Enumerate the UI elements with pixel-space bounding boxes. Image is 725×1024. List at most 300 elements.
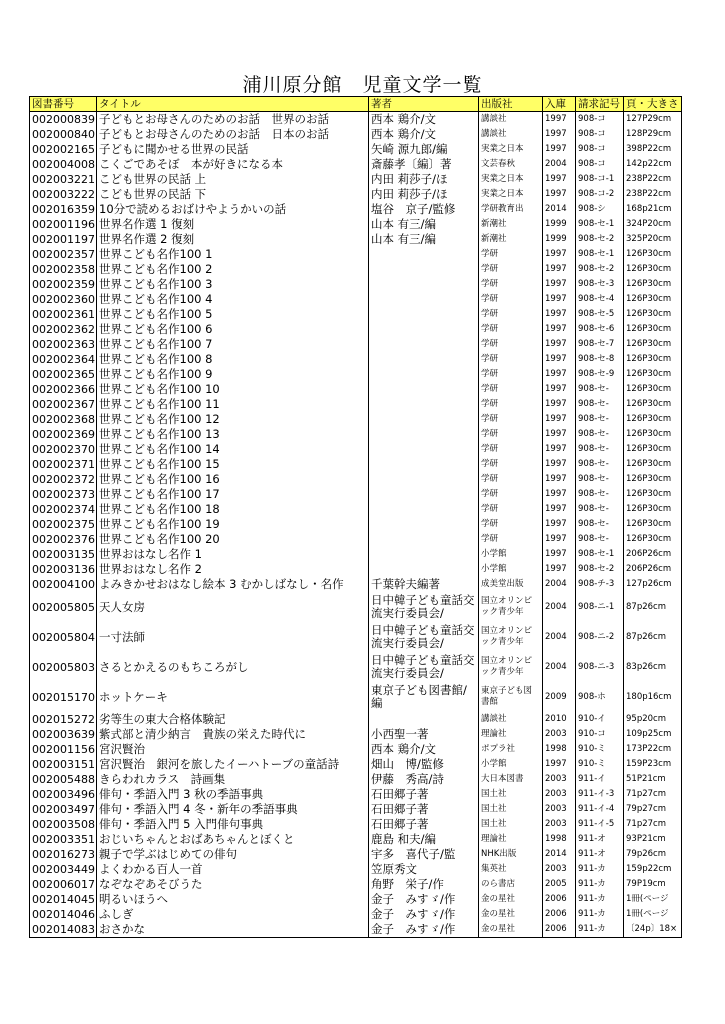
book-year: 1997 [543,472,576,487]
book-title: 世界こども名作100 14 [97,442,369,457]
book-id: 002002370 [30,442,97,457]
book-id: 002002375 [30,517,97,532]
table-row [30,397,682,412]
book-id: 002014046 [30,907,97,922]
table-row [30,577,682,592]
book-year: 2003 [543,802,576,817]
book-call-number: 908-ニ-2 [576,622,624,652]
book-year: 1997 [543,532,576,547]
book-size: 324P20cm [624,217,682,232]
book-title: 世界名作選 1 復刻 [97,217,369,232]
book-call-number: 908-コ [576,157,624,172]
book-size: 126P30cm [624,247,682,262]
book-author: 金子 みすゞ/作 [369,922,479,938]
book-id: 002002362 [30,322,97,337]
book-call-number: 911-イ [576,772,624,787]
book-call-number: 908-セ-4 [576,292,624,307]
book-call-number: 908-セ- [576,472,624,487]
book-call-number: 911-イ-3 [576,787,624,802]
book-title: 世界こども名作100 7 [97,337,369,352]
book-call-number: 911-イ-4 [576,802,624,817]
book-title: 俳句・季語入門 3 秋の季語事典 [97,787,369,802]
book-call-number: 908-セ- [576,457,624,472]
book-author [369,292,479,307]
book-title: 世界こども名作100 2 [97,262,369,277]
book-size: 126P30cm [624,382,682,397]
table-row [30,202,682,217]
book-id: 002005804 [30,622,97,652]
book-id: 002003508 [30,817,97,832]
book-publisher: ポプラ社 [479,742,543,757]
book-publisher: 国立オリンピック青少年 [479,652,543,682]
book-publisher: 学研 [479,367,543,382]
book-author: 伊藤 秀高/詩 [369,772,479,787]
table-row [30,652,682,682]
table-row [30,877,682,892]
book-size: 126P30cm [624,517,682,532]
book-size: 173P22cm [624,742,682,757]
book-id: 002001197 [30,232,97,247]
book-year: 1997 [543,757,576,772]
book-call-number: 908-コ-2 [576,187,624,202]
book-year: 1997 [543,307,576,322]
book-id: 002003497 [30,802,97,817]
book-title: おさかな [97,922,369,938]
book-id: 002002368 [30,412,97,427]
book-id: 002003351 [30,832,97,847]
book-size: 398P22cm [624,142,682,157]
table-row [30,562,682,577]
book-size: 128P29cm [624,127,682,142]
book-year: 2003 [543,787,576,802]
book-call-number: 908-セ- [576,517,624,532]
book-title: 世界こども名作100 15 [97,457,369,472]
book-author [369,472,479,487]
book-size: 126P30cm [624,442,682,457]
table-row [30,517,682,532]
book-id: 002002357 [30,247,97,262]
table-row [30,712,682,727]
book-title: なぞなぞあそびうた [97,877,369,892]
book-year: 1997 [543,382,576,397]
book-id: 002005488 [30,772,97,787]
book-id: 002003639 [30,727,97,742]
book-call-number: 908-コ [576,112,624,128]
header-row [30,97,682,112]
book-size: 126P30cm [624,262,682,277]
book-publisher: 学研 [479,247,543,262]
book-title: 宮沢賢治 [97,742,369,757]
book-author: 金子 みすゞ/作 [369,907,479,922]
table-row [30,127,682,142]
book-year: 1997 [543,352,576,367]
book-size: 79p27cm [624,802,682,817]
book-publisher: 国土社 [479,787,543,802]
book-call-number: 911-イ-5 [576,817,624,832]
book-size: 238P22cm [624,172,682,187]
book-id: 002002361 [30,307,97,322]
book-size: 206P26cm [624,547,682,562]
book-author: 石田郷子著 [369,802,479,817]
book-title: 劣等生の東大合格体験記 [97,712,369,727]
book-year: 1997 [543,487,576,502]
book-title: さるとかえるのもちころがし [97,652,369,682]
table-row [30,532,682,547]
book-year: 1997 [543,457,576,472]
book-title: ホットケーキ [97,682,369,712]
book-call-number: 908-シ [576,202,624,217]
book-year: 2014 [543,202,576,217]
book-table [29,96,682,938]
book-publisher: 国立オリンピック青少年 [479,592,543,622]
book-size: 126P30cm [624,502,682,517]
book-call-number: 908-ホ [576,682,624,712]
book-publisher: 学研 [479,352,543,367]
book-id: 002003151 [30,757,97,772]
table-row [30,352,682,367]
book-call-number: 908-コ [576,142,624,157]
table-row [30,232,682,247]
book-title: 親子で学ぶはじめての俳句 [97,847,369,862]
book-call-number: 908-セ-1 [576,247,624,262]
book-publisher: 学研 [479,292,543,307]
book-author: 角野 栄子/作 [369,877,479,892]
book-id: 002003135 [30,547,97,562]
book-publisher: 国土社 [479,817,543,832]
book-call-number: 911-カ [576,922,624,938]
book-title: 10分で読めるおばけやようかいの話 [97,202,369,217]
book-id: 002002367 [30,397,97,412]
book-year: 1997 [543,502,576,517]
book-publisher: 東京子ども図書館 [479,682,543,712]
table-row [30,427,682,442]
table-row [30,307,682,322]
book-author: 山本 有三/編 [369,232,479,247]
book-title: 世界こども名作100 10 [97,382,369,397]
book-year: 2009 [543,682,576,712]
book-year: 1997 [543,517,576,532]
book-size: 79P19cm [624,877,682,892]
book-size: 126P30cm [624,292,682,307]
book-call-number: 908-セ-8 [576,352,624,367]
book-author: 塩谷 京子/監修 [369,202,479,217]
book-title: 子どもに聞かせる世界の民話 [97,142,369,157]
header-id: 図書番号 [30,97,97,112]
book-title: 世界名作選 2 復刻 [97,232,369,247]
book-size: 93P21cm [624,832,682,847]
book-author [369,397,479,412]
book-publisher: 小学館 [479,547,543,562]
book-title: 天人女房 [97,592,369,622]
table-row [30,832,682,847]
book-size: 126P30cm [624,412,682,427]
book-year: 1997 [543,322,576,337]
book-publisher: 学研 [479,427,543,442]
book-id: 002003136 [30,562,97,577]
book-id: 002002373 [30,487,97,502]
book-author: 西本 鶏介/文 [369,742,479,757]
book-id: 002002363 [30,337,97,352]
book-call-number: 908-セ-7 [576,337,624,352]
book-call-number: 908-セ-1 [576,217,624,232]
table-row [30,757,682,772]
book-publisher: 学研 [479,487,543,502]
book-size: 79p26cm [624,847,682,862]
book-call-number: 908-セ-1 [576,547,624,562]
book-call-number: 911-カ [576,892,624,907]
table-row [30,472,682,487]
book-call-number: 908-セ- [576,382,624,397]
table-row [30,772,682,787]
table-row [30,172,682,187]
table-row [30,277,682,292]
table-row [30,727,682,742]
book-publisher: 学研 [479,262,543,277]
table-row [30,592,682,622]
book-id: 002002358 [30,262,97,277]
book-publisher: 実業之日本 [479,187,543,202]
book-size: 126P30cm [624,337,682,352]
book-id: 002004008 [30,157,97,172]
book-call-number: 908-セ-2 [576,262,624,277]
book-title: 俳句・季語入門 5 入門俳句事典 [97,817,369,832]
book-call-number: 908-セ-2 [576,562,624,577]
book-call-number: 908-セ- [576,502,624,517]
book-title: 世界こども名作100 5 [97,307,369,322]
book-publisher: 国立オリンピック青少年 [479,622,543,652]
book-size: 83p26cm [624,652,682,682]
book-publisher: 理論社 [479,832,543,847]
book-author [369,712,479,727]
book-publisher: 集英社 [479,862,543,877]
book-size: 159p22cm [624,862,682,877]
book-call-number: 908-セ-6 [576,322,624,337]
book-year: 1997 [543,412,576,427]
book-year: 2004 [543,622,576,652]
book-author: 笠原秀文 [369,862,479,877]
table-row [30,112,682,128]
table-row [30,157,682,172]
table-row [30,787,682,802]
book-publisher: 金の星社 [479,892,543,907]
book-call-number: 908-セ- [576,412,624,427]
book-author: 内田 莉莎子/ほ [369,172,479,187]
book-id: 002000840 [30,127,97,142]
book-id: 002014045 [30,892,97,907]
book-year: 2004 [543,577,576,592]
book-year: 1997 [543,112,576,128]
book-publisher: 講談社 [479,127,543,142]
book-year: 1998 [543,742,576,757]
book-size: 〔24p〕18× [624,922,682,938]
book-call-number: 911-オ [576,847,624,862]
book-call-number: 908-セ- [576,397,624,412]
book-id: 002003449 [30,862,97,877]
header-publisher: 出版社 [479,97,543,112]
book-year: 1999 [543,217,576,232]
book-title: こども世界の民話 上 [97,172,369,187]
book-call-number: 908-セ- [576,487,624,502]
book-year: 2003 [543,772,576,787]
book-author: 西本 鶏介/文 [369,127,479,142]
book-author: 日中韓子ども童話交流実行委員会/ [369,622,479,652]
table-row [30,367,682,382]
book-call-number: 910-ミ [576,742,624,757]
book-id: 002005803 [30,652,97,682]
book-title: きらわれカラス 詩画集 [97,772,369,787]
book-title: 世界こども名作100 13 [97,427,369,442]
table-row [30,622,682,652]
book-size: 126P30cm [624,397,682,412]
book-publisher: 学研 [479,532,543,547]
book-year: 2010 [543,712,576,727]
book-title: 世界こども名作100 9 [97,367,369,382]
book-size: 109p25cm [624,727,682,742]
book-year: 2004 [543,157,576,172]
table-row [30,217,682,232]
book-year: 1997 [543,337,576,352]
book-year: 2004 [543,652,576,682]
book-year: 1997 [543,427,576,442]
book-size: 126P30cm [624,367,682,382]
book-title: 世界こども名作100 19 [97,517,369,532]
table-row [30,292,682,307]
book-publisher: 学研 [479,517,543,532]
book-title: 子どもとお母さんのためのお話 日本のお話 [97,127,369,142]
book-id: 002005805 [30,592,97,622]
book-author: 宇多 喜代子/監 [369,847,479,862]
book-title: よみきかせおはなし絵本 3 むかしばなし・名作 [97,577,369,592]
book-author [369,502,479,517]
book-author [369,277,479,292]
book-publisher: 実業之日本 [479,142,543,157]
book-size: 126P30cm [624,457,682,472]
book-year: 1997 [543,367,576,382]
table-row [30,922,682,938]
table-row [30,442,682,457]
book-author: 矢崎 源九郎/編 [369,142,479,157]
book-title: 世界こども名作100 4 [97,292,369,307]
book-year: 1997 [543,277,576,292]
table-row [30,142,682,157]
book-id: 002002371 [30,457,97,472]
book-size: 126P30cm [624,472,682,487]
book-id: 002002359 [30,277,97,292]
book-id: 002000839 [30,112,97,128]
book-author: 西本 鶏介/文 [369,112,479,128]
book-call-number: 911-カ [576,907,624,922]
table-row [30,892,682,907]
book-author: 石田郷子著 [369,787,479,802]
book-title: 俳句・季語入門 4 冬・新年の季語事典 [97,802,369,817]
book-size: 325P20cm [624,232,682,247]
book-id: 002002369 [30,427,97,442]
book-call-number: 910-ミ [576,757,624,772]
book-year: 2014 [543,847,576,862]
book-title: 世界こども名作100 12 [97,412,369,427]
table-row [30,322,682,337]
book-year: 1997 [543,187,576,202]
book-publisher: 学研 [479,307,543,322]
book-size: 142p22cm [624,157,682,172]
book-author [369,382,479,397]
table-body [30,112,682,938]
book-call-number: 908-セ-3 [576,277,624,292]
book-call-number: 908-セ-2 [576,232,624,247]
book-call-number: 911-カ [576,877,624,892]
book-author [369,247,479,262]
book-call-number: 908-コ-1 [576,172,624,187]
book-author [369,517,479,532]
book-title: おじいちゃんとおばあちゃんとぼくと [97,832,369,847]
table-row [30,412,682,427]
book-author [369,547,479,562]
table-row [30,847,682,862]
book-title: 世界こども名作100 8 [97,352,369,367]
book-year: 1997 [543,562,576,577]
table-row [30,382,682,397]
book-publisher: 成美堂出版 [479,577,543,592]
book-author: 金子 みすゞ/作 [369,892,479,907]
book-year: 1997 [543,442,576,457]
book-size: 126P30cm [624,532,682,547]
book-publisher: 学研 [479,397,543,412]
book-title: 世界おはなし名作 2 [97,562,369,577]
book-year: 2005 [543,877,576,892]
book-author [369,562,479,577]
book-title: 宮沢賢治 銀河を旅したイーハトーブの童話詩 [97,757,369,772]
book-author: 東京子ども図書館/編 [369,682,479,712]
book-id: 002014083 [30,922,97,938]
book-year: 2003 [543,727,576,742]
book-publisher: 新潮社 [479,232,543,247]
book-author [369,352,479,367]
book-author [369,307,479,322]
book-year: 1997 [543,292,576,307]
book-id: 002001156 [30,742,97,757]
book-year: 2006 [543,892,576,907]
book-author [369,412,479,427]
table-row [30,802,682,817]
book-size: 127P29cm [624,112,682,128]
book-title: 世界こども名作100 16 [97,472,369,487]
book-publisher: 学研 [479,322,543,337]
book-call-number: 908-コ [576,127,624,142]
book-author [369,262,479,277]
book-call-number: 910-コ [576,727,624,742]
book-author [369,457,479,472]
book-author: 日中韓子ども童話交流実行委員会/ [369,652,479,682]
book-publisher: 学研 [479,472,543,487]
book-publisher: 講談社 [479,112,543,128]
book-year: 2003 [543,862,576,877]
book-author: 斎藤孝〔編〕著 [369,157,479,172]
book-title: 紫式部と清少納言 貴族の栄えた時代に [97,727,369,742]
table-row [30,487,682,502]
book-year: 1997 [543,142,576,157]
book-publisher: 大日本図書 [479,772,543,787]
book-size: 71p27cm [624,787,682,802]
book-publisher: のら書店 [479,877,543,892]
book-id: 002004100 [30,577,97,592]
book-title: 明るいほうへ [97,892,369,907]
book-publisher: 学研 [479,412,543,427]
book-author [369,427,479,442]
book-year: 2006 [543,907,576,922]
book-publisher: 金の星社 [479,907,543,922]
book-size: 126P30cm [624,322,682,337]
book-publisher: 学研 [479,382,543,397]
